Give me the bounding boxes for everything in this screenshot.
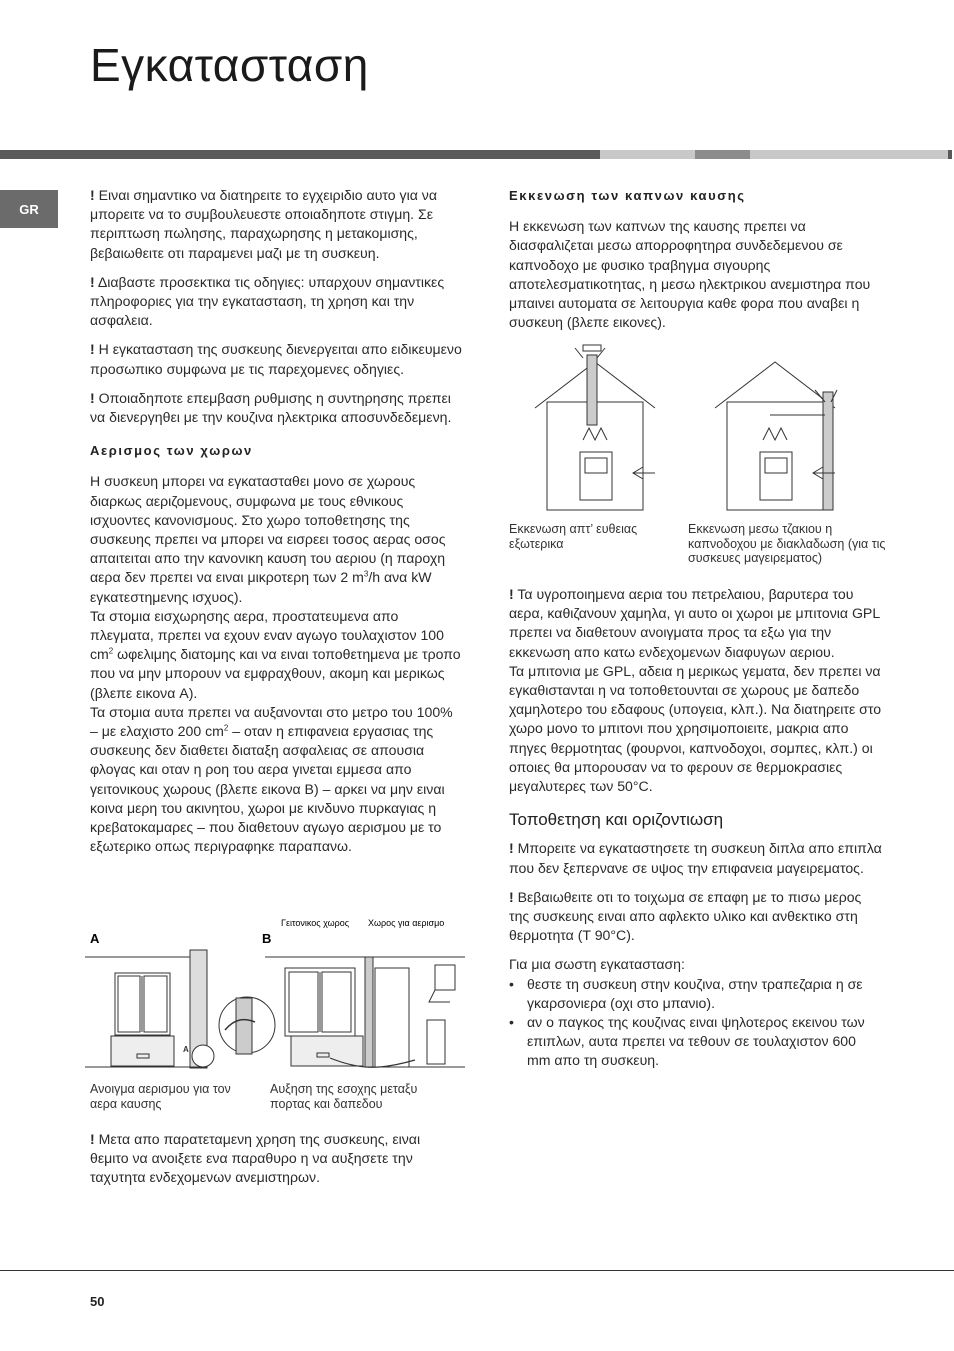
install-list — [509, 975, 883, 1071]
body-paragraph: Τα στομια εισχωρησης αερα, προστατευμενα απο πλεγματα, πρεπει να εχουν εναν αγωγο τουλαχιστον 100 $cm^2$ ωφελιμης διατομης και να ειναι τοποθετημενα με τροπο που να μην μπορουν να εμφραχθουν, ακομη και μερικως (βλεπε εικονα A). — [90, 607, 461, 701]
opening-a-label: A — [183, 1045, 189, 1054]
list-item: • αν ο παγκος της κουζινας ειναι ψηλοτερος εκεινου των επιπλων, αυτα πρεπει να τεθουν σε τουλαχιστον 600 mm απο τη συσκευη. — [509, 1013, 883, 1071]
warning-paragraph: ! Ειναι σημαντικο να διατηρειτε το εγχειριδιο αυτο για να μπορειτε να το συμβουλευεστε οποιαδηποτε στιγμη. Σε περιπτωση πωλησης, παραχωρησης η μετακομισης, βεβαιωθειτε οτι παραμενει μαζι με τη συσκευη. — [90, 187, 437, 261]
warning-last: ! Μετα απο παρατεταμενη χρηση της συσκευης, ειναι θεμιτο να ανοιξετε ενα παραθυρο η να αυξησετε την ταχυτητα ενδεχομενων ανεμιστηρων. — [90, 1131, 421, 1186]
ventilation-heading: Αερισμος των χωρων — [90, 443, 253, 459]
header-bar — [0, 150, 954, 159]
right-column — [509, 186, 883, 342]
warning-paragraph: ! Μπορειτε να εγκαταστησετε τη συσκευη διπλα απο επιπλα που δεν ξεπερνανε σε υψος την επιφανεια μαγειρεματος. — [509, 840, 882, 876]
warning-paragraph: ! Οποιαδηποτε επεμβαση ρυθμισης η συντηρησης πρεπει να διενεργηθει με την κουζινα ηλεκτρικα αποσυνδεδεμενη. — [90, 389, 452, 426]
page-title: Εγκατασταση — [90, 39, 369, 91]
left-column — [90, 186, 462, 867]
neighbour-room-label: Γειτονικος χωρος — [281, 918, 350, 928]
exhaust-caption-2: Εκκενωση μεσω τζακιου η καπνοδοχου με διακλαδωση (για τις συσκευες μαγειρεματος) — [688, 522, 886, 565]
exhaust-caption-1: Εκκενωση απτ’ ευθειας εξωτερικα — [509, 522, 638, 551]
ventilation-figure — [85, 910, 465, 1090]
warning-paragraph: ! Η εγκατασταση της συσκευης διενεργειται απο ειδικευμενο προσωπικο συμφωνα με τις παρεχομενες οδηγιες. — [90, 341, 462, 377]
warning-paragraph: ! Βεβαιωθειτε οτι το τοιχωμα σε επαφη με το πισω μερος της συσκευης ειναι απο αφλεκτο υλικο και ανθεκτικο στη θερμοτητα (T 90°C). — [509, 888, 862, 944]
warning-paragraph: ! Τα υγροποιημενα αερια του πετρελαιου, βαρυτερα του αερα, καθιζανουν χαμηλα, γι αυτο οι χωροι με μπιτονια GPL πρεπει να διαθετουν ανοιγματα προς τα εξω για την εκκενωση απο κατω ενδεχομενων διαφυγων αεριου. — [509, 586, 880, 660]
body-paragraph: Η εκκενωση των καπνων της καυσης πρεπει να διασφαλιζεται μεσω απορροφητηρα συνδεδεμενου σε καπνοδοχο με φυσικο τραβηγμα σιγουρης αποτελεσματικοτητας, η μεσω ηλεκτρικου ανεμιστηρα που μπαινει αυτοματα σε λειτουργια καθε φορα που αναβει η συσκευη (βλεπε εικονες). — [509, 218, 871, 331]
figure-b-label: B — [262, 931, 272, 946]
right-column-lower — [509, 585, 883, 1071]
footer-rule — [0, 1270, 954, 1271]
body-paragraph: Τα μπιτονια με GPL, αδεια η μερικως γεματα, δεν πρεπει να εγκαθιστανται η να τοποθετουνται σε χωρους με δαπεδο χαμηλοτερο του εδαφους (υπογεια, κλπ.). Να διατηρειτε στο χωρο μονο το μπιτονι που χρησιμοποιειτε, μακρια απο πηγες θερμοτητας (φουρνοι, καπνοδοχοι, σομπες, κλπ.) οι οποιες θα μπορουσαν να το φερουν σε θερμοκρασιες μεγαλυτερες των 50°C. — [509, 662, 882, 795]
placement-heading: Τοποθετηση και οριζοντιωση — [509, 810, 724, 830]
figure-a-caption: Ανοιγμα αερισμου για τον αερα καυσης — [90, 1082, 231, 1111]
page-number: 50 — [90, 1294, 105, 1309]
exhaust-figure — [525, 340, 865, 515]
body-paragraph: Τα στομια αυτα πρεπει να αυξανονται στο μετρο του 100% – με ελαχιστο 200 $cm^2$ – οταν η επιφανεια εργασιας της συσκευης δεν διαθετει διαταξη ασφαλειας σε απουσια φλογας και οταν η ροη του αερα γινεται εμμεσα απο γειτονικους χωρους (βλεπε εικονα B) – αρκει να μην ειναι κοινα μερη του ακινητου, χωροι με κινδυνο πυρκαγιας η κρεβατοκαμαρες – που διαθετουν αγωγο αερισμου με το εξωτερικο οπως περιγραφηκε παραπανω. — [90, 703, 453, 855]
ventilated-room-label: Χωρος για αερισμο — [368, 918, 445, 928]
body-paragraph: Η συσκευη μπορει να εγκατασταθει μονο σε χωρους διαρκως αεριζομενους, συμφωνα με τους εθνικους ισχυοντες κανονισμους. Στο χωρο τοποθετησης της συσκευης πρεπει να μπορει να εισρεει τοσος αερας οσος απαιτειται απο την κανονικη καυση του αεριου (η παροχη αερα δεν πρεπει να ειναι μικροτερη των 2 $m^3/h$ ανα kW εγκατεστημενης ισχυος). — [90, 473, 446, 605]
warning-paragraph: ! Διαβαστε προσεκτικα τις οδηγιες: υπαρχουν σημαντικες πληροφοριες για την εγκατασταση, τη χρηση και την ασφαλεια. — [90, 273, 445, 329]
list-intro: Για μια σωστη εγκατασταση: — [509, 956, 685, 973]
figure-a-label: A — [90, 931, 100, 946]
figure-b-caption: Αυξηση της εσοχης μεταξυ πορτας και δαπεδου — [270, 1082, 418, 1111]
list-item: • θεστε τη συσκευη στην κουζινα, στην τραπεζαρια η σε γκαρσονιερα (οχι στο μπανιο). — [509, 975, 883, 1013]
language-tab: GR — [0, 190, 58, 228]
exhaust-heading: Εκκενωση των καπνων καυσης — [509, 188, 746, 203]
